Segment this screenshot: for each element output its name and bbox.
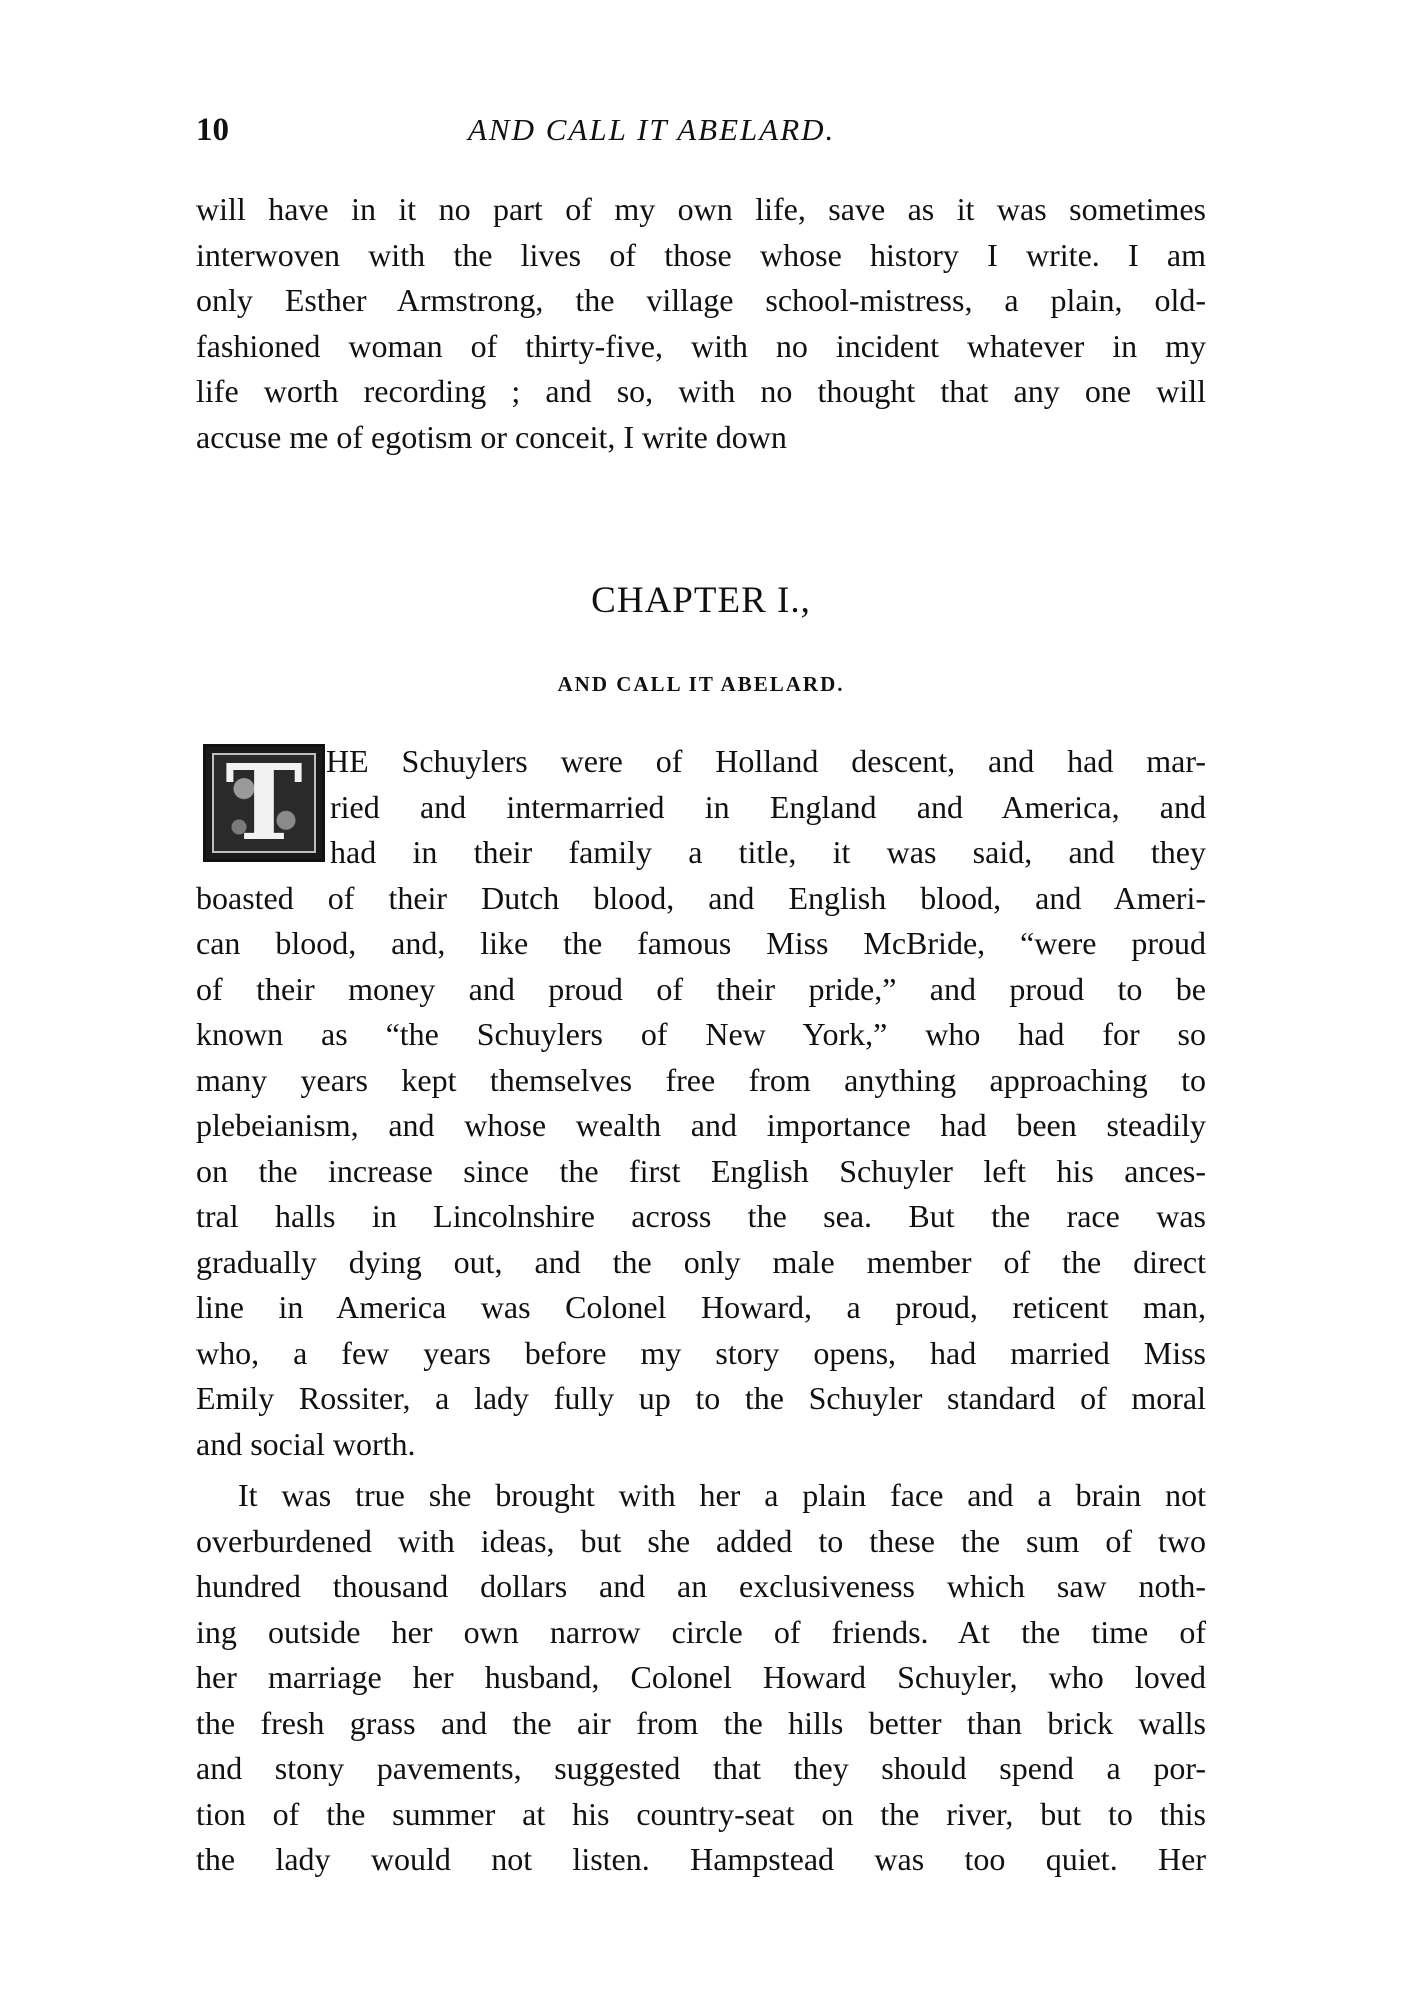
text-line: of their money and proud of their pride,” and proud to be	[196, 970, 1206, 1007]
running-head	[196, 112, 1206, 156]
text-line: fashioned woman of thirty-five, with no incident whatever in my	[196, 327, 1206, 364]
text-line: ing outside her own narrow circle of friends. At the time of	[196, 1613, 1206, 1650]
text-line: the fresh grass and the air from the hills better than brick walls	[196, 1704, 1206, 1741]
first-paragraph	[196, 739, 1206, 1467]
text-line: HE Schuylers were of Holland descent, and had mar-	[326, 743, 1206, 779]
chapter-subtitle: AND CALL IT ABELARD.	[557, 672, 845, 696]
text-line: interwoven with the lives of those whose history I write. I am	[196, 236, 1206, 273]
text-line: It was true she brought with her a plain face and a brain not	[238, 1477, 1206, 1513]
text-line: accuse me of egotism or conceit, I write down	[196, 418, 787, 455]
chapter-heading: CHAPTER I.,	[591, 580, 811, 621]
text-line: her marriage her husband, Colonel Howard Schuyler, who loved	[196, 1659, 1206, 1695]
drop-cap-letter: T	[225, 741, 303, 864]
page-number: 10	[196, 112, 229, 148]
text-line: and social worth.	[196, 1425, 416, 1462]
text-line: only Esther Armstrong, the village school-mistress, a plain, old-	[196, 282, 1206, 318]
text-line: boasted of their Dutch blood, and English blood, and Ameri-	[196, 879, 1206, 916]
text-line: on the increase since the first English Schuyler left his ances-	[196, 1152, 1206, 1189]
text-line: overburdened with ideas, but she added to these the sum of two	[196, 1522, 1206, 1559]
text-line: line in America was Colonel Howard, a proud, reticent man,	[196, 1289, 1206, 1325]
text-line: can blood, and, like the famous Miss McBride, “were proud	[196, 925, 1206, 961]
text-line: gradually dying out, and the only male member of the direct	[196, 1243, 1206, 1280]
second-paragraph	[196, 1473, 1206, 1883]
text-line: plebeianism, and whose wealth and importance had been steadily	[196, 1107, 1206, 1143]
text-line: who, a few years before my story opens, had married Miss	[196, 1334, 1206, 1371]
text-line: Emily Rossiter, a lady fully up to the Schuyler standard of moral	[196, 1380, 1206, 1416]
text-line: tral halls in Lincolnshire across the sea. But the race was	[196, 1198, 1206, 1234]
text-line: life worth recording ; and so, with no thought that any one will	[196, 373, 1206, 409]
text-line: ried and intermarried in England and America, and	[330, 788, 1206, 825]
text-line: will have in it no part of my own life, save as it was sometimes	[196, 191, 1206, 227]
text-line: and stony pavements, suggested that they should spend a por-	[196, 1750, 1206, 1786]
text-line: known as “the Schuylers of New York,” who had for so	[196, 1016, 1206, 1052]
text-line: had in their family a title, it was said, and they	[330, 834, 1206, 870]
text-line: hundred thousand dollars and an exclusiveness which saw noth-	[196, 1568, 1206, 1604]
intro-paragraph	[196, 187, 1206, 460]
text-line: the lady would not listen. Hampstead was too quiet. Her	[196, 1841, 1206, 1877]
text-line: many years kept themselves free from anything approaching to	[196, 1061, 1206, 1098]
running-title: AND CALL IT ABELARD.	[468, 112, 836, 147]
text-line: tion of the summer at his country-seat on the river, but to this	[196, 1795, 1206, 1832]
